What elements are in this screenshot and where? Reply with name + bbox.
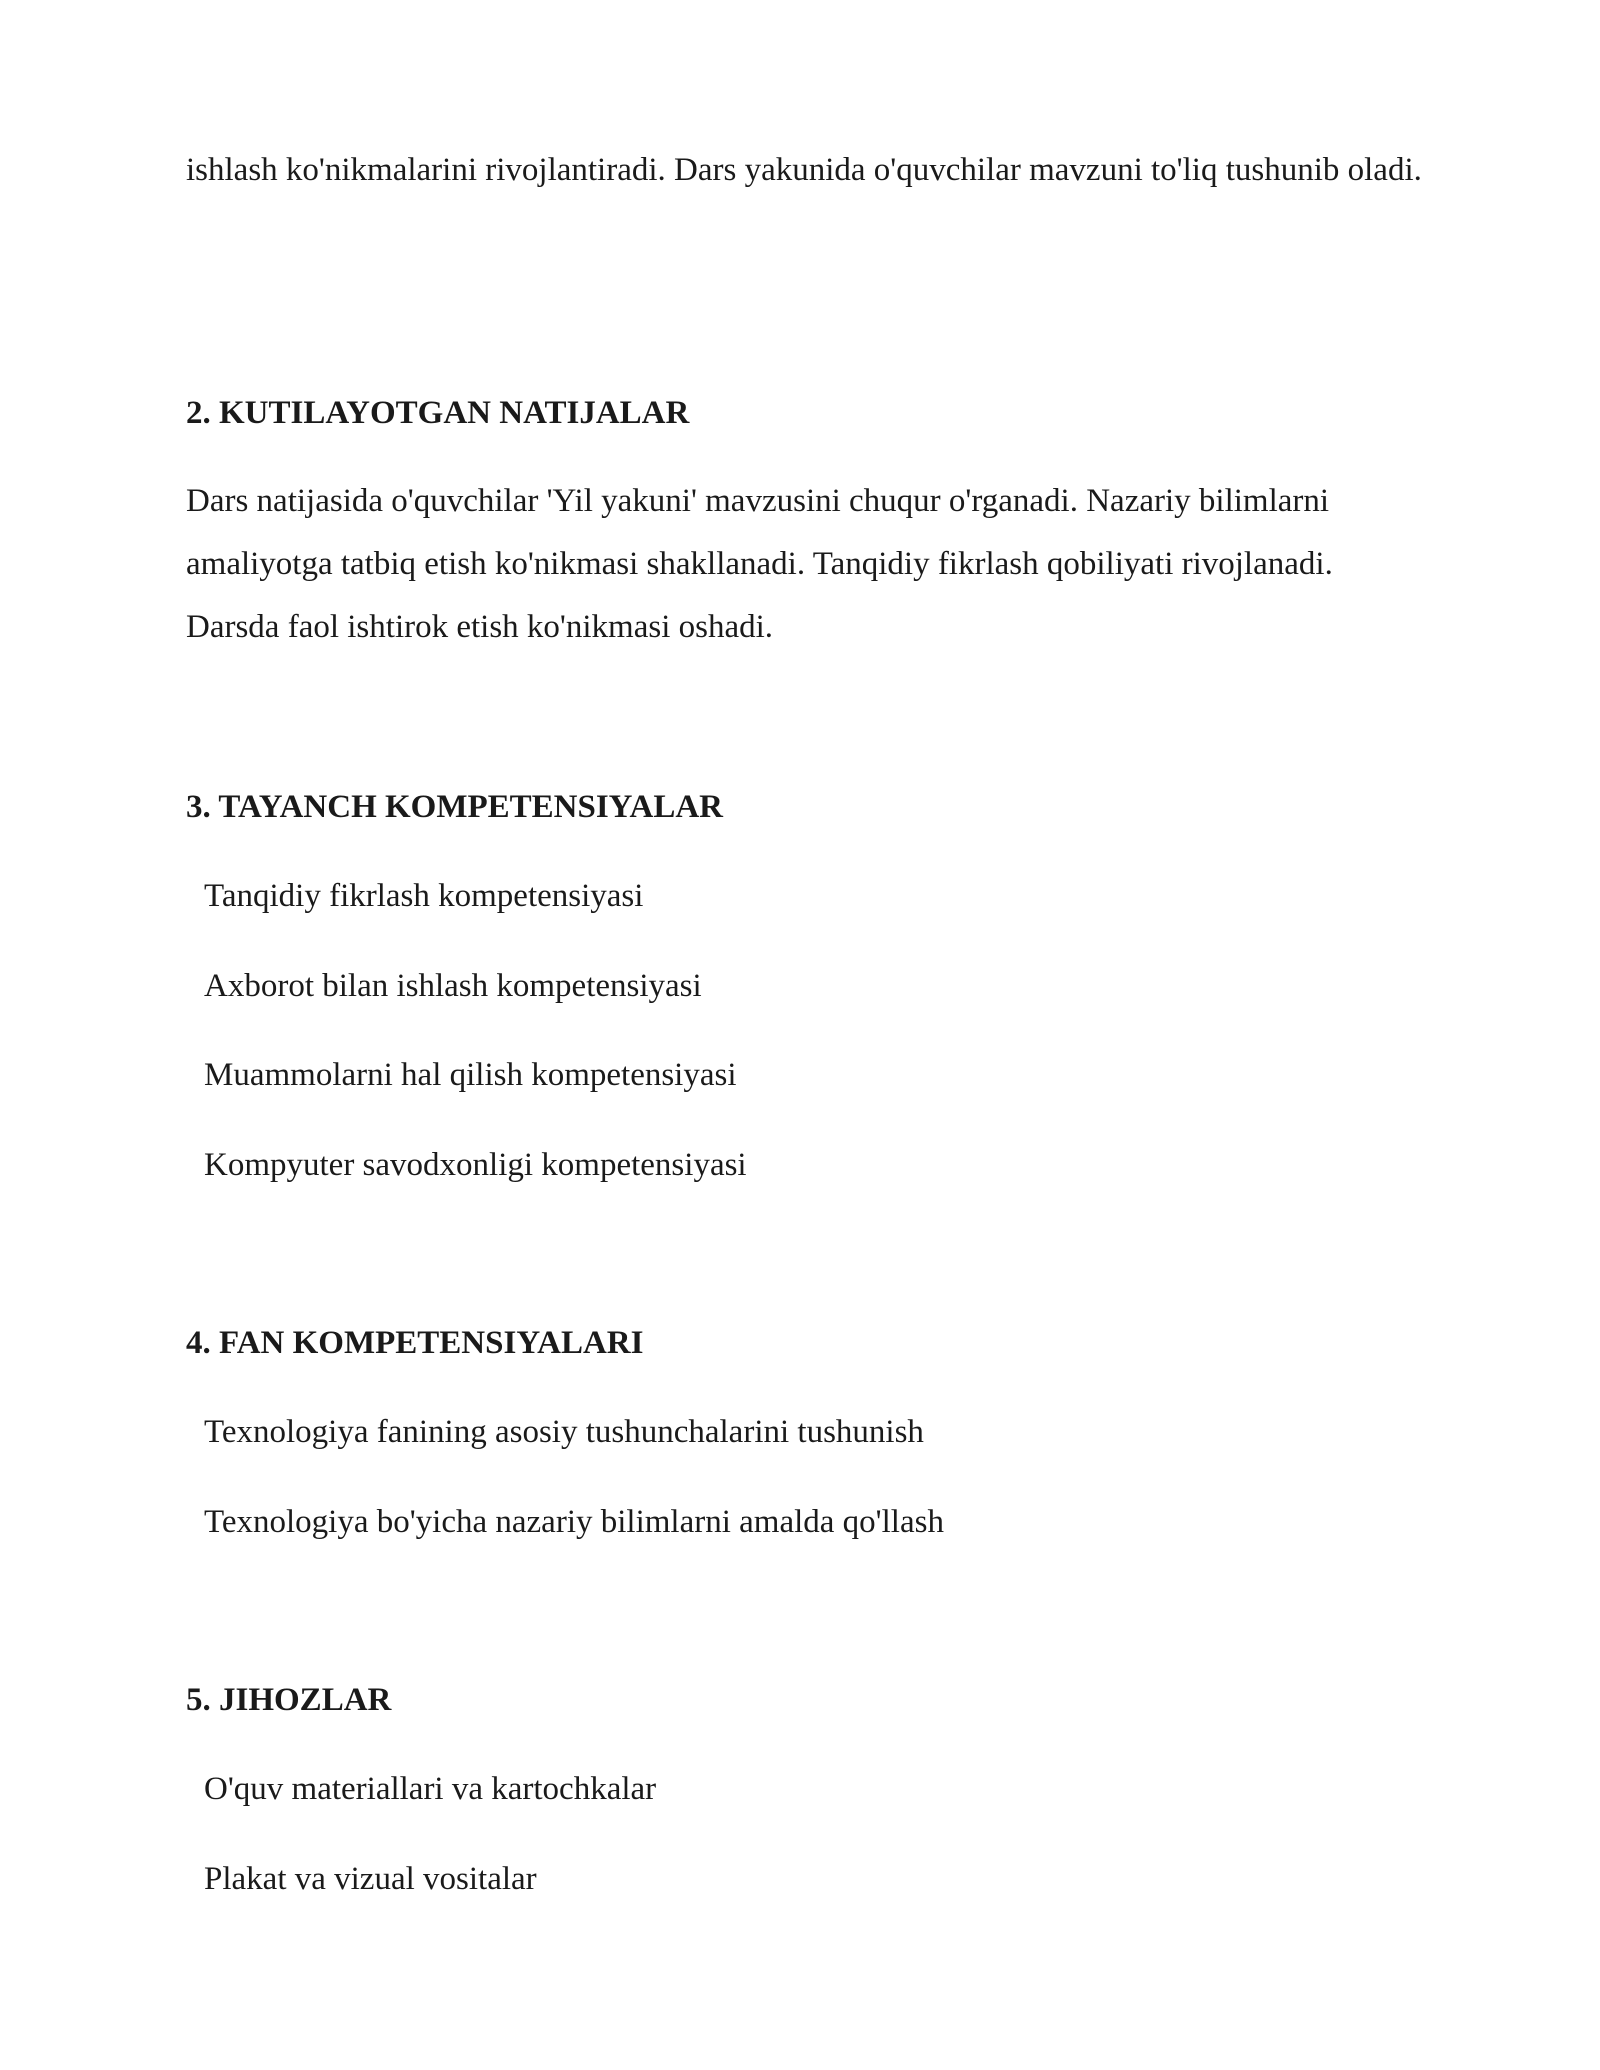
- section-3-heading-block: [186, 787, 1426, 827]
- list-item: Texnologiya fanining asosiy tushunchalarini tushunish: [204, 1414, 924, 1450]
- list-item: Plakat va vizual vositalar: [204, 1861, 537, 1897]
- list-item: Muammolarni hal qilish kompetensiyasi: [204, 1057, 737, 1093]
- section-heading: 5. JIHOZLAR: [186, 1682, 392, 1718]
- section-heading: 2. KUTILAYOTGAN NATIJALAR: [186, 395, 690, 431]
- section-4-heading-block: [186, 1323, 1426, 1363]
- section-heading: 3. TAYANCH KOMPETENSIYALAR: [186, 789, 723, 825]
- section-paragraph: Dars natijasida o'quvchilar 'Yil yakuni' mavzusini chuqur o'rganadi. Nazariy bilimlarni amaliyotga tatbiq etish ko'nikmasi shakllanadi. Tanqidiy fikrlash qobiliyati rivojlanadi. Darsda faol ishtirok etish ko'nikmasi oshadi.: [186, 483, 1333, 645]
- section-2-heading-block: [186, 393, 1426, 433]
- section-2-paragraph-block: [186, 470, 1426, 659]
- list-item: Axborot bilan ishlash kompetensiyasi: [204, 968, 702, 1004]
- section-5-heading-block: [186, 1680, 1426, 1720]
- section-heading: 4. FAN KOMPETENSIYALARI: [186, 1325, 644, 1361]
- list-item: Tanqidiy fikrlash kompetensiyasi: [204, 878, 644, 914]
- list-item: O'quv materiallari va kartochkalar: [204, 1771, 657, 1807]
- list-item: Texnologiya bo'yicha nazariy bilimlarni amalda qo'llash: [204, 1504, 944, 1540]
- list-item: Kompyuter savodxonligi kompetensiyasi: [204, 1147, 747, 1183]
- intro-paragraph: ishlash ko'nikmalarini rivojlantiradi. Dars yakunida o'quvchilar mavzuni to'liq tushunib oladi.: [186, 152, 1422, 188]
- intro-paragraph-block: [186, 139, 1426, 202]
